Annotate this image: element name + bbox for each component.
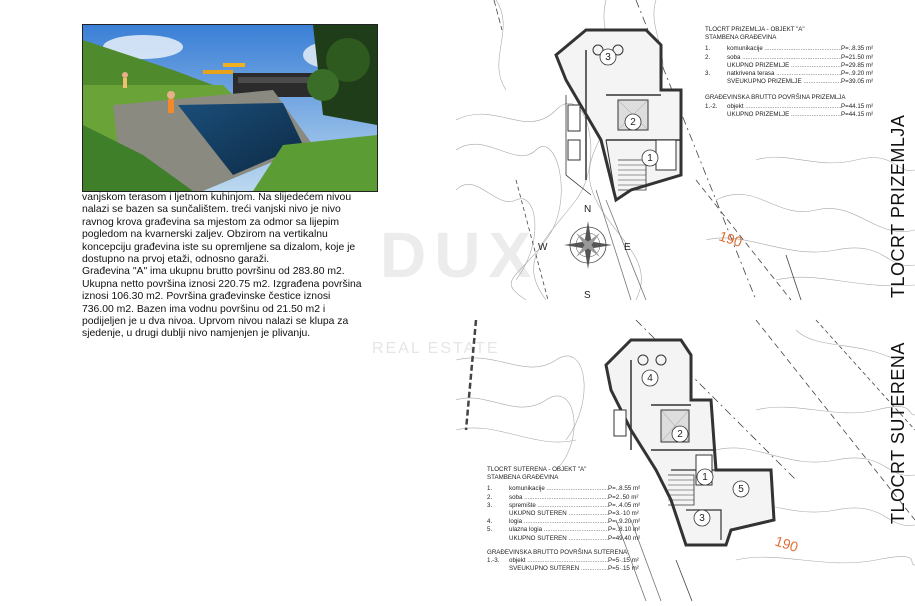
legend-row-label: SVEUKUPNO SUTEREN ..... [509,565,608,573]
legend-row-label: UKUPNO PRIZEMLJE ..... [727,111,841,119]
legend-row [487,565,652,573]
legend-row-value: P=3.·10 m² [608,510,639,518]
legend-row-value: P=..8.10 m² [608,526,641,534]
legend-subtitle-basement: STAMBENA GRAĐEVINA [487,474,559,482]
legend-row [487,502,652,510]
description-line: pogledom na kvarnerski zaljev. Obzirom na vertikalnu [82,229,328,241]
legend-row-label: komunikacije ..... [509,485,608,493]
legend-row-label: SVEUKUPNO PRIZEMLJE ..... [727,78,841,86]
legend-basement [487,466,652,573]
legend-row-number: 2. [487,493,493,501]
legend-row-value: P=5·.15 m² [608,557,639,565]
legend-row-value: P=44.15 m² [841,110,874,118]
legend-row [705,111,885,119]
legend-row-number: 1.-3. [487,557,500,565]
watermark-subtitle: REAL ESTATE [372,340,500,357]
description-text [82,192,378,341]
legend-row-number: 3. [487,501,493,509]
dux-watermark-logo: DUX [380,219,540,291]
description-line: Ukupna netto površina iznosi 220.75 m2. Izgrađena površina [82,278,362,290]
legend-row-label: UKUPNO PRIZEMLJE ..... [727,62,841,70]
description-line: podijeljen je u dva nivoa. Uprvom nivou nalazi se klupa za [82,316,349,328]
vertical-title-ground: TLOCRT PRIZEMLJA [888,114,908,298]
legend-row [487,510,652,518]
description-line: 736.00 m2. Bazen ima vodnu površinu od 21.50 m2 i [82,303,326,315]
legend-title: TLOCRT PRIZEMLJA - OBJEKT "A" [705,26,805,33]
legend-row-label: soba ..... [727,54,841,62]
description-line: ravnog krova građevina sa mjestom za odmor sa lijepim [82,216,339,228]
legend-ground-floor [705,26,885,119]
legend-row-label: spremište ..... [509,502,608,510]
brutto-title-basement: GRAĐEVINSKA BRUTTO POVRŠINA SUTERENA: [487,548,629,556]
legend-row-label: ulazna logia ..... [509,526,608,534]
legend-row-value: P=29.85 m² [841,61,874,69]
elevation-label-bottom: 190 [773,532,801,556]
description-line: iznosi 106.30 m2. Površina građevinske čestice iznosi [82,291,331,303]
legend-row-label: UKUPNO SUTEREN ..... [509,535,608,543]
legend-subtitle: STAMBENA GRAĐEVINA [705,34,777,42]
legend-row-number: 2. [705,53,711,61]
legend-row [487,494,652,502]
legend-row-value: P=2..50 m² [608,493,639,501]
legend-row-label: UKUPNO SUTEREN ..... [509,510,608,518]
description-line: Građevina "A" ima ukupnu brutto površinu od 283.80 m2. [82,266,345,278]
legend-row-number: 1.-2. [705,102,718,110]
legend-row [705,62,885,70]
room-number-1-basement: 1 [702,472,708,483]
legend-row-number: 5. [487,526,493,534]
room-number-5: 5 [738,484,744,495]
legend-row-label: objekt ..... [727,103,841,111]
legend-row-value: P=5·.15 m² [608,565,639,573]
legend-row-label: komunikacije ..... [727,45,841,53]
legend-row-value: P=..8.35 m² [841,45,874,53]
legend-row-value: P=39.05 m² [841,78,874,86]
legend-title-basement: TLOCRT SUTERENA - OBJEKT "A" [487,466,587,473]
legend-row [705,70,885,78]
legend-row-number [487,535,509,543]
legend-row [487,557,652,565]
ground-floor-plan [556,30,681,200]
legend-row [487,526,652,534]
legend-row-number: 1. [487,485,493,493]
compass-north: N [584,204,592,215]
legend-row-number [705,111,727,119]
legend-row-number: 3. [705,70,711,78]
legend-row-number [487,565,509,573]
legend-row-label: objekt ..... [509,557,608,565]
room-number-3-basement: 3 [699,513,705,524]
legend-row [487,535,652,543]
legend-row-value: P=49.40 m² [608,534,641,542]
room-number-2-basement: 2 [677,429,683,440]
legend-row-value: P=21.50 m² [841,53,874,61]
compass-east: E [624,242,631,253]
legend-row-number [487,510,509,518]
legend-row-label: soba ..... [509,494,608,502]
room-number-3: 3 [605,52,611,63]
legend-row-value: P=..9.20 m² [608,518,641,526]
room-number-1: 1 [647,153,653,164]
villa-pool-photo [82,24,378,192]
description-line: nalazi se bazen sa sunčalištem. treći vanjski nivo je nivo [82,204,341,216]
description-line: sjedenje, u drugi dublji nivo namjenjen je plivanju. [82,328,311,340]
legend-row [705,78,885,86]
description-line: dostupno na prvoj etaži, odnosno garaži. [82,254,270,266]
legend-row [487,518,652,526]
description-line: koncepciju građevina iste su opremljene sa dizalom, koje je [82,241,356,253]
legend-row-value: P=..8.55 m² [608,485,641,493]
legend-row-value: P=..4.05 m² [608,501,641,509]
elevation-label-top: 190 [717,227,745,251]
compass-south: S [584,290,591,301]
legend-row [705,45,885,53]
compass-west: W [538,242,548,253]
legend-row-label: natkrivena terasa ..... [727,70,841,78]
compass-rose-icon [564,221,612,269]
room-number-4: 4 [647,373,653,384]
legend-row-value: P=..9.20 m² [841,70,874,78]
room-number-2: 2 [630,117,636,128]
legend-row [705,54,885,62]
description-line: vanjskom terasom i ljetnom kuhinjom. Na slijedećem nivou [82,192,352,203]
legend-row-number [705,78,727,86]
legend-row-number: 4. [487,518,493,526]
legend-row-number: 1. [705,45,711,53]
legend-row-number [705,62,727,70]
legend-row [487,485,652,493]
vertical-title-basement: TLOCRT SUTERENA [888,342,908,524]
legend-row-label: logia ..... [509,518,608,526]
legend-row-value: P=44.15 m² [841,102,874,110]
brutto-title: GRAĐEVINSKA BRUTTO POVRŠINA PRIZEMLJA [705,94,846,102]
legend-row [705,103,885,111]
